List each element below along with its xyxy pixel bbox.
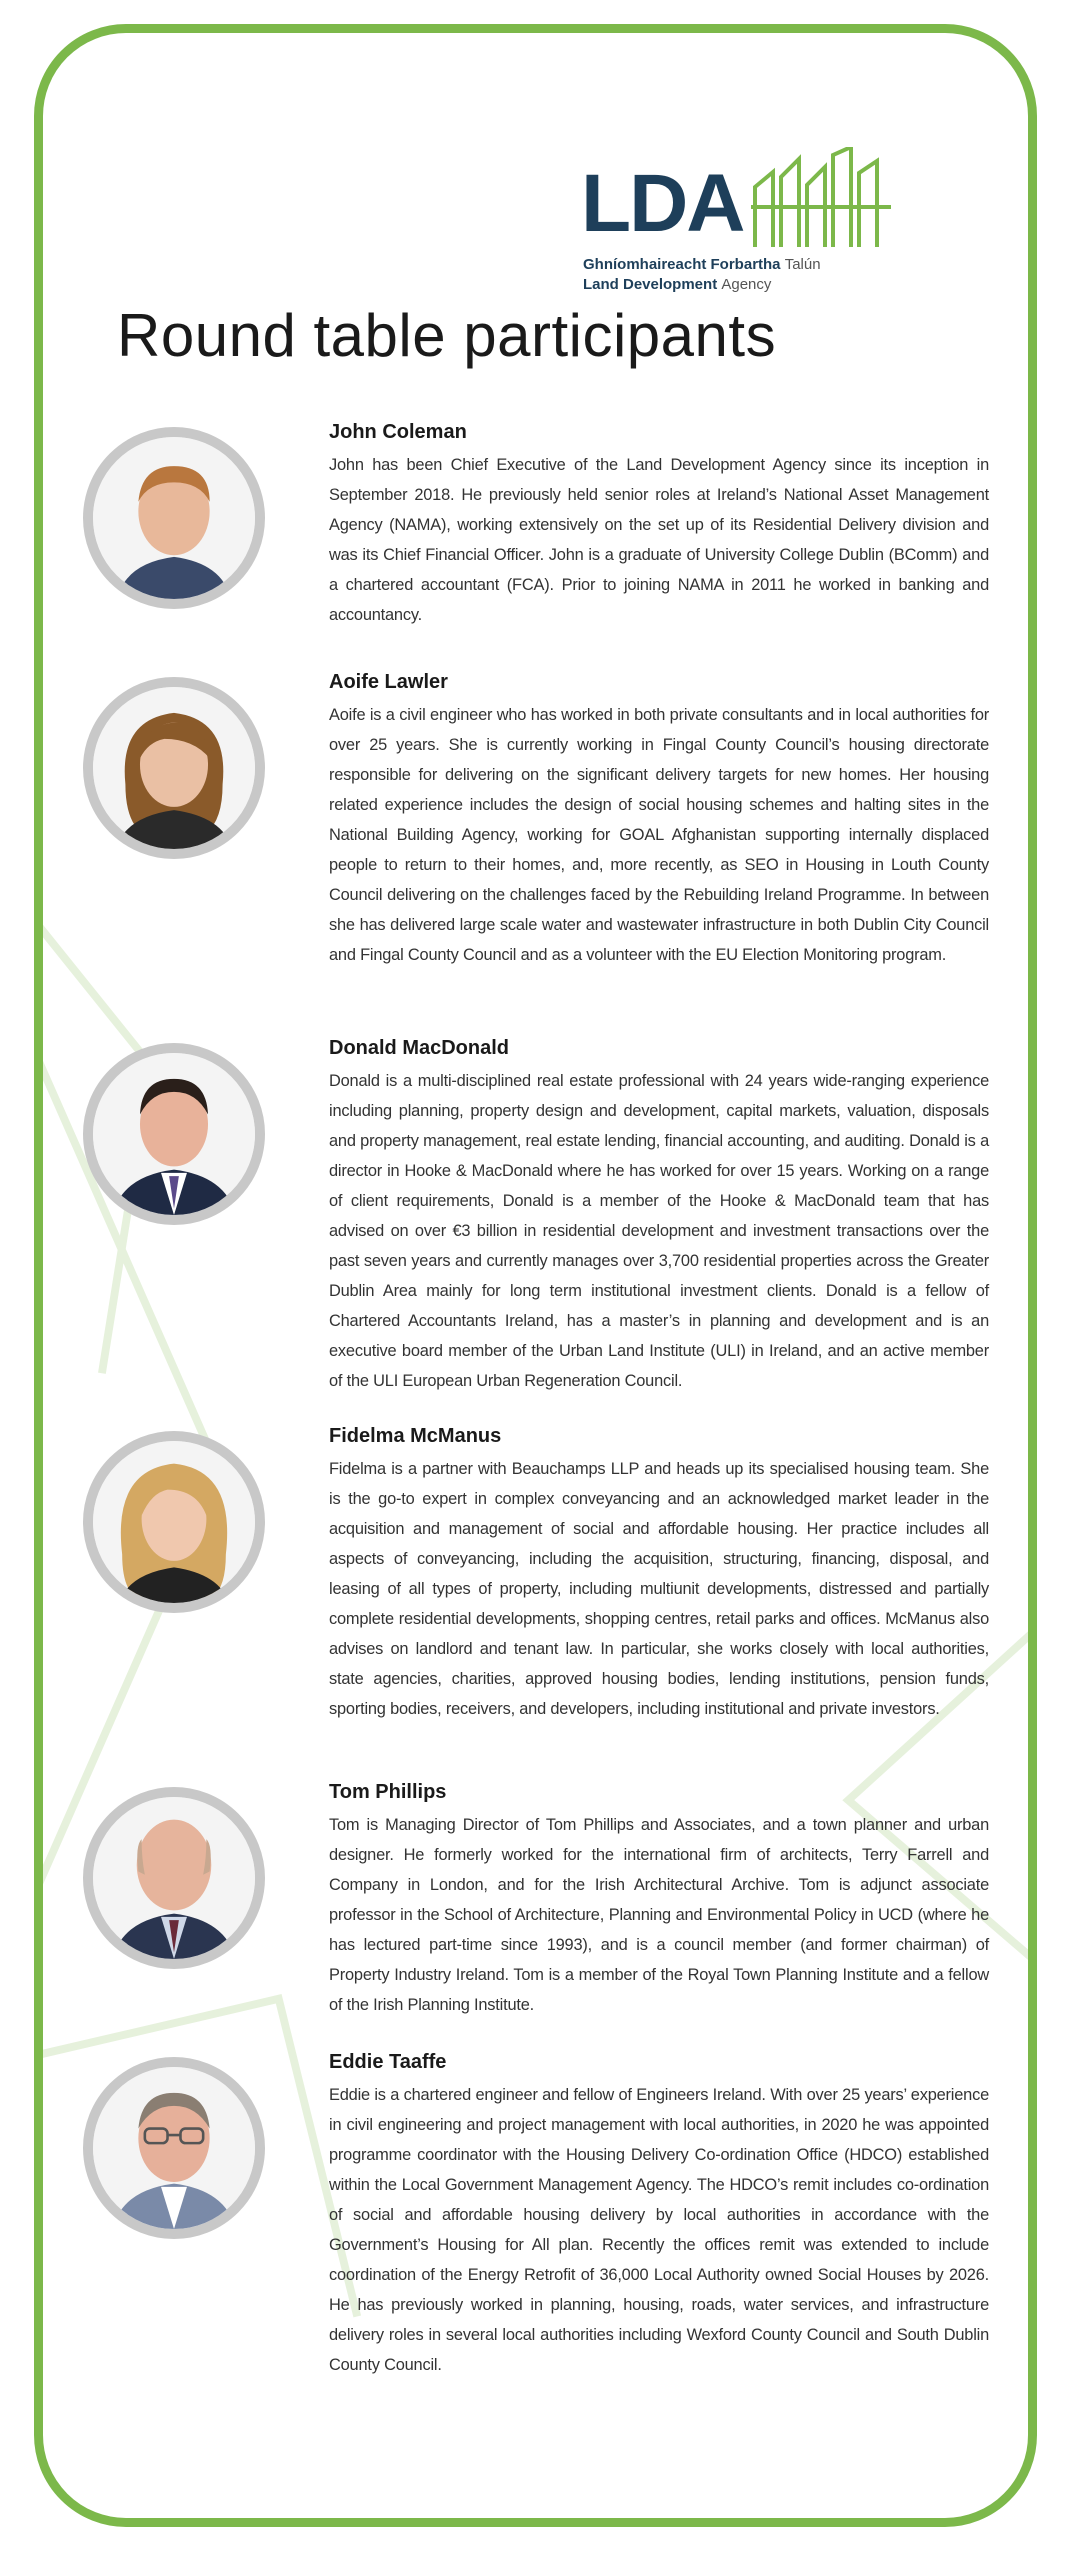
avatar [83,1043,265,1225]
participant-name: Aoife Lawler [329,671,448,693]
participant-name: Eddie Taaffe [329,2051,447,2073]
avatar [83,427,265,609]
logo-english-bold: Land Development [583,276,718,293]
participant-name: Donald MacDonald [329,1037,510,1059]
person-portrait-icon [93,2067,255,2229]
participant-bio: Donald is a multi-disciplined real estate professional with 24 years wide-ranging experience including planning, property design and development, capital markets, valuation, disposals and property management, real estate lending, financial accounting, and auditing. Donald is a director in Hooke & MacDonald where he has worked for over 15 years. Working on a range of client requirements, Donald is a member of the Hooke & MacDonald team that has advised on over €3 billion in residential development and investment transactions over the past seven years and currently manages over 3,700 residential properties across the Greater Dublin Area mainly for long term institutional investment clients. Donald is a fellow of Chartered Accountants Ireland, has a master’s in planning and development and is an executive board member of the Urban Land Institute (ULI) in Ireland, and an active member of the ULI European Urban Regeneration Council. [329,1072,989,1390]
avatar [83,1431,265,1613]
person-portrait-icon [93,1053,255,1215]
avatar [83,1787,265,1969]
person-portrait-icon [93,437,255,599]
avatar [83,2057,265,2239]
person-portrait-icon [93,687,255,849]
logo-english-name [583,276,771,293]
logo-irish-bold: Ghníomhaireacht Forbartha [583,256,781,273]
participant-name: Fidelma McManus [329,1425,502,1447]
participant-name: Tom Phillips [329,1781,447,1803]
lda-logo [581,123,911,293]
participant-bio: John has been Chief Executive of the Land Development Agency since its inception in September 2018. He previously held senior roles at Ireland’s National Asset Management Agency (NAMA), working extensively on the set up of its Residential Delivery division and was its Chief Financial Officer. John is a graduate of University College Dublin (BComm) and a chartered accountant (FCA). Prior to joining NAMA in 2011 he worked in banking and accountancy. [329,456,989,624]
participant-bio: Aoife is a civil engineer who has worked in both private consultants and in local authorities for over 25 years. She is currently working in Fingal County Council’s housing directorate responsible for delivering on the significant delivery targets for new homes. Her housing related experience includes the design of social housing schemes and halting sites in the National Building Agency, working for GOAL Afghanistan supporting internally displaced people to return to their homes, and, more recently, as SEO in Housing in Louth County Council delivering on the challenges faced by the Rebuilding Ireland Programme. In between she has delivered large scale water and wastewater infrastructure in both Dublin City Council and Fingal County Council and as a volunteer with the EU Election Monitoring program. [329,706,989,964]
logo-english-light: Agency [721,276,772,293]
person-portrait-icon [93,1797,255,1959]
participant-bio: Fidelma is a partner with Beauchamps LLP and heads up its specialised housing team. She is the go-to expert in complex conveyancing and an acknowledged market leader in the acquisition and management of social and affordable housing. Her practice includes all aspects of conveyancing, including the acquisition, structuring, financing, disposal, and leasing of all types of property, including multiunit developments, distressed and partially complete residential developments, shopping centres, retail parks and offices. McManus also advises on landlord and tenant law. In particular, she works closely with local authorities, state agencies, charities, approved housing bodies, lending institutions, pension funds, sporting bodies, receivers, and developers, including institutional and private investors. [329,1460,989,1718]
avatar [83,677,265,859]
page-title: Round table participants [117,302,777,369]
logo-irish-name [583,256,821,273]
logo-buildings-icon [751,147,891,257]
participant-bio: Eddie is a chartered engineer and fellow of Engineers Ireland. With over 25 years’ experience in civil engineering and project management with local authorities, in 2020 he was appointed programme coordinator with the Housing Delivery Co-ordination Office (HDCO) established within the Local Government Management Agency. The HDCO’s remit includes co-ordination of social and affordable housing delivery by local authorities in accordance with the Government’s Housing for All plan. Recently the offices remit was extended to include coordination of the Energy Retrofit of 36,000 Local Authority owned Social Houses by 2026. He has previously worked in planning, housing, roads, water services, and infrastructure delivery roles in several local authorities including Wexford County Council and South Dublin County Council. [329,2086,989,2374]
participant-name: John Coleman [329,421,467,443]
logo-wordmark: LDA [581,158,744,249]
participant-bio: Tom is Managing Director of Tom Phillips and Associates, and a town planner and urban designer. He formerly worked for the international firm of architects, Terry Farrell and Company in London, and for the Irish Architectural Archive. Tom is adjunct associate professor in the School of Architecture, Planning and Environmental Policy in UCD (where he has lectured part-time since 1993), and is a council member (and former chairman) of Property Industry Ireland. Tom is a member of the Royal Town Planning Institute and a fellow of the Irish Planning Institute. [329,1816,989,2014]
page-frame [34,24,1037,2527]
logo-irish-light: Talún [784,256,821,273]
person-portrait-icon [93,1441,255,1603]
